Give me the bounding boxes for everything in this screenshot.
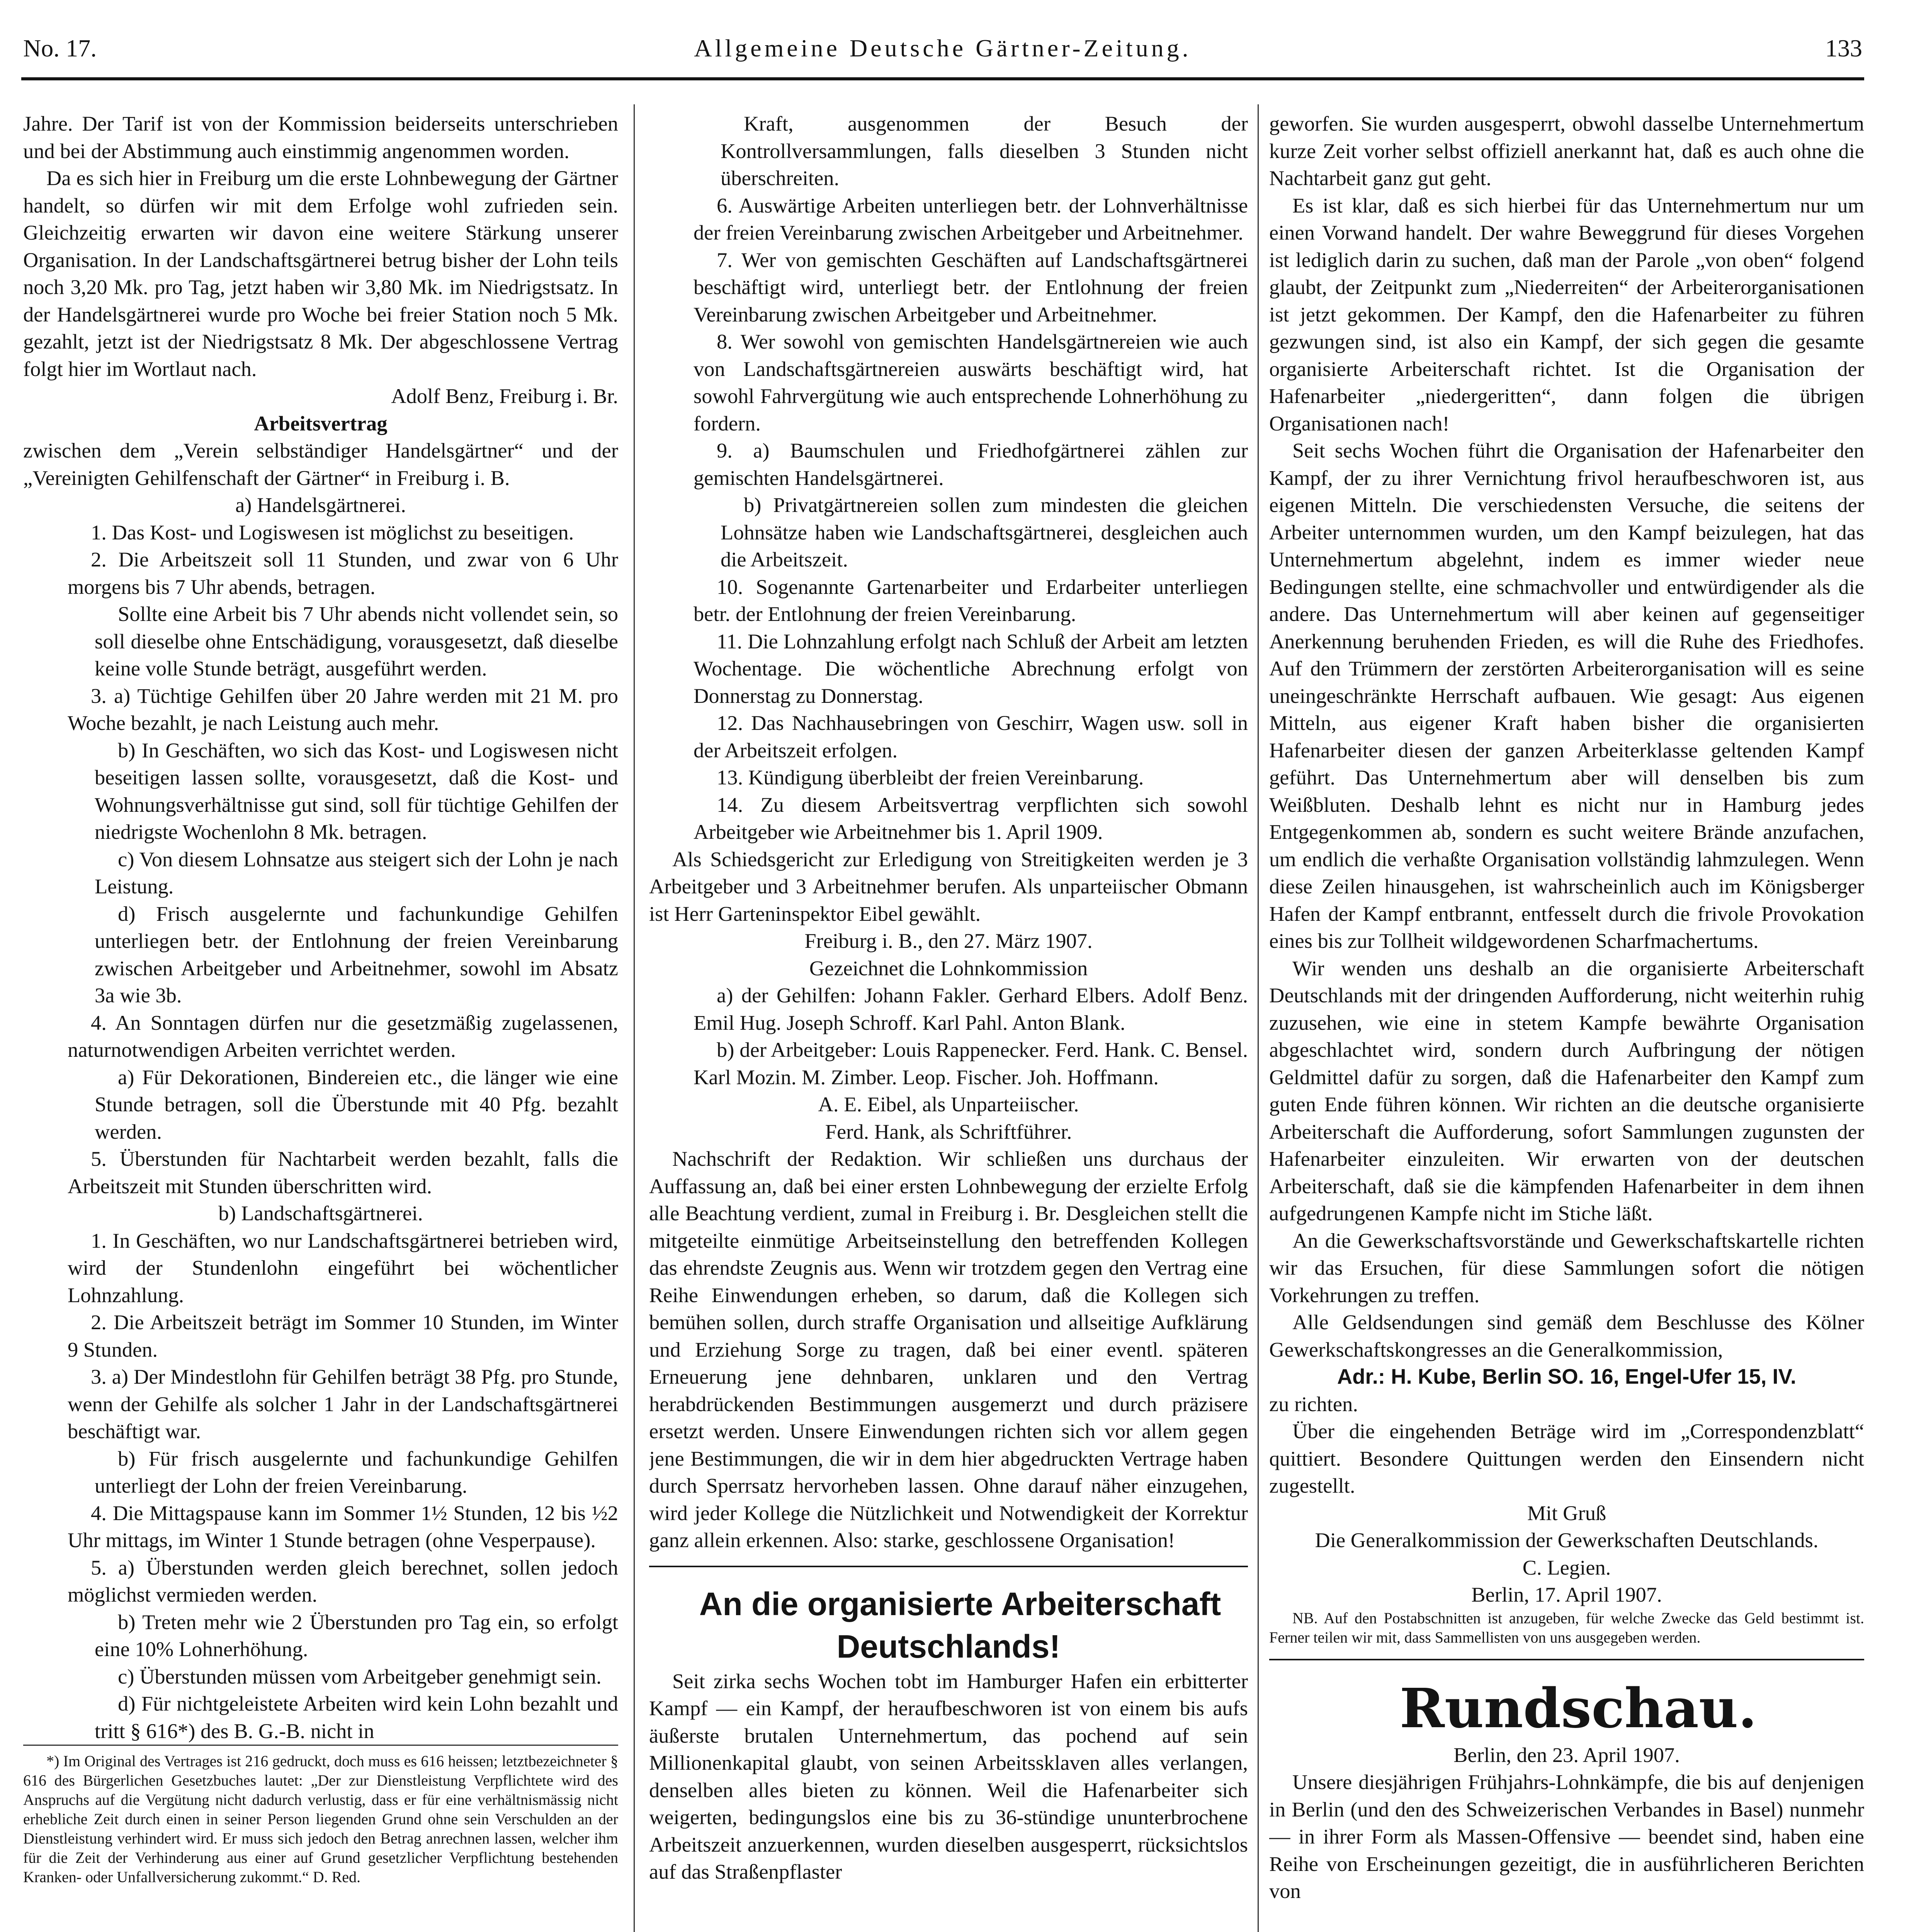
header-rule [21, 77, 1864, 80]
nota-bene: NB. Auf den Postabschnitten ist anzugeben, für welche Zwecke das Geld bestimmt ist. Ferner teilen wir mit, dass Sammellisten von uns ausgegeben werden. [1269, 1609, 1864, 1646]
contract-clause: 1. In Geschäften, wo nur Landschaftsgärtnerei betrieben wird, wird der Stundenlohn eingeführt bei wöchentlicher Lohnzahlung. [68, 1228, 618, 1307]
contract-clause: 4. An Sonntagen dürfen nur die gesetzmäßig zugelassenen, naturnotwendigen Arbeiten verrichtet werden. [68, 1010, 618, 1061]
contract-clause: 2. Die Arbeitszeit soll 11 Stunden, und zwar von 6 Uhr morgens bis 7 Uhr abends, betragen. [68, 548, 618, 599]
contract-clause: Kraft, ausgenommen der Besuch der Kontrollversammlungen, falls dieselben 3 Stunden nicht überschreiten. [721, 112, 1248, 190]
contract-clause: 3. a) Der Mindestlohn für Gehilfen beträgt 38 Pfg. pro Stunde, wenn der Gehilfe als solcher 1 Jahr in der Landschaftsgärtnerei beschäftigt war. [68, 1365, 618, 1443]
paragraph: geworfen. Sie wurden ausgesperrt, obwohl dasselbe Unternehmertum kurze Zeit vorher selbst offiziell anerkannt hat, daß es auch ohne die Nachtarbeit ganz gut geht. [1269, 112, 1864, 190]
contract-clause: b) Für frisch ausgelernte und fachunkundige Gehilfen unterliegt der Lohn der freien Vereinbarung. [95, 1446, 618, 1497]
newspaper-title: Allgemeine Deutsche Gärtner-Zeitung. [694, 34, 1192, 62]
paragraph: Seit sechs Wochen führt die Organisation der Hafenarbeiter den Kampf, der zu ihrer Vernichtung frivol heraufbeschworen ist, aus eigenen Mitteln. Die verschiedensten Versuche, die seitens der Arbeiter unternommen wurden, um den Kampf beizulegen, hat das Unternehmertum abgelehnt, indem es immer wieder neue Bedingungen stellte, eine schmachvoller und entwürdigender als die andere. Das Unternehmertum will aber keinen auf gegenseitiger Anerkennung beruhenden Frieden, es will die Ruhe des Friedhofes. Auf den Trümmern der zerstörten Arbeiterorganisation will es seine uneingeschränkte Herrschaft aufbauen. Wie gesagt: Aus eigenen Mitteln, aus eigener Kraft haben bisher die organisierten Hafenarbeiter diesen der ganzen Arbeiterklasse geltenden Kampf geführt. Das Unternehmertum aber will denselben bis zum Weißbluten. Deshalb lehnt es nicht nur in Hamburg jedes Entgegenkommen ab, sondern es sucht weitere Brände anzufachen, um endlich die verhaßte Organisation vollständig lahmzulegen. Wenn diese Zeilen hinausgehen, ist wahrscheinlich auch im Königsberger Hafen der Kampf entbrannt, entfesselt durch die frivole Provokation eines bis zur Tollheit wildgewordenen Scharfmachertums. [1269, 439, 1864, 952]
arbiter-signature: A. E. Eibel, als Unparteiischer. [818, 1092, 1079, 1116]
contract-clause: 1. Das Kost- und Logiswesen ist möglichst zu beseitigen. [91, 520, 574, 544]
contract-date: Freiburg i. B., den 27. März 1907. [804, 929, 1093, 952]
footnote: *) Im Original des Vertrages ist 216 gedruckt, doch muss es 616 heissen; letztbezeichneter § 616 des Bürgerlichen Gesetzbuches lautet: „Der zur Dienstleistung Verpflichtete wird des Anspruchs auf die Vergütung nicht dadurch verlustig, dass er für eine verhältnismässig nicht erhebliche Zeit durch einen in seiner Person liegenden Grund ohne sein Verschulden an der Dienstleistung verhindert wird. Er muss sich jedoch den Betrag anrechnen lassen, welcher ihm für die Zeit der Verhinderung aus einer auf Grund gesetzlicher Verpflichtung bestehenden Kranken- oder Unfallversicherung zukommt.“ D. Red. [23, 1745, 618, 1887]
contract-clause: b) Privatgärtnereien sollen zum mindesten die gleichen Lohnsätze haben wie Landschaftsgärtnerei, desgleichen auch die Arbeitszeit. [721, 493, 1248, 571]
contract-clause: 4. Die Mittagspause kann im Sommer 1½ Stunden, 12 bis ½2 Uhr mittags, im Winter 1 Stunde betragen (ohne Vesperpause). [68, 1501, 618, 1552]
article-separator [1269, 1659, 1864, 1660]
contract-clause: 8. Wer sowohl von gemischten Handelsgärtnereien wie auch von Landschaftsgärtnereien auswärts beschäftigt wird, hat sowohl Fahrvergütung wie auch entsprechende Lohnerhöhung zu fordern. [694, 330, 1248, 435]
paragraph: Seit zirka sechs Wochen tobt im Hamburger Hafen ein erbitterter Kampf — ein Kampf, der heraufbeschworen ist von einem bis aufs äußerste brutalen Unternehmertum, das pochend auf sein Millionenkapital glaubt, von seinen Arbeitssklaven alles verlangen, denselben alles bieten zu können. Weil die Hafenarbeiter sich weigerten, bedingungslos eine bis zu 36-stündige ununterbrochene Arbeitszeit anzuerkennen, wurden dieselben ausgesperrt, rücksichtslos auf das Straßenpflaster [649, 1669, 1248, 1883]
contract-clause: a) Für Dekorationen, Bindereien etc., die länger wie eine Stunde betragen, soll die Überstunde mit 40 Pfg. bezahlt werden. [95, 1065, 618, 1143]
editorial-postscript: Nachschrift der Redaktion. Wir schließen uns durchaus der Auffassung an, daß bei einer ersten Lohnbewegung der erzielte Erfolg alle Beachtung verdient, zumal in Freiburg i. Br. Desgleichen stellt die mitgeteilte einmütige Arbeitseinstellung den betreffenden Kollegen das ehrendste Zeugnis aus. Wenn wir trotzdem gegen den Vertrag eine Reihe Einwendungen erheben, so darum, daß die Kollegen sich bemühen sollen, durch straffe Organisation und allseitige Aufklärung und Erziehung Sorge zu tragen, daß bei einer eventl. späteren Erneuerung jene dehnbaren, unklaren und den Vertrag herabdrückenden Bestimmungen ausgemerzt und durch präzisere ersetzt werden. Unsere Einwendungen richten sich vor allem gegen jene Bestimmungen, die wir in dem hier abgedruckten Vertrage haben durch Sperrsatz hervorheben lassen. Ohne darauf näher einzugehen, wird jeder Kollege die Nützlichkeit und Notwendigkeit der Korrektur ganz allein erkennen. Also: starke, geschlossene Organisation! [649, 1147, 1248, 1552]
paragraph: Unsere diesjährigen Frühjahrs-Lohnkämpfe, die bis auf denjenigen in Berlin (und den des Schweizerischen Verbandes in Basel) nunmehr — in ihrer Form als Massen-Offensive — beendet sind, haben eine Reihe von Erscheinungen gezeitigt, die in ausführlicheren Berichten von [1269, 1770, 1864, 1903]
paragraph: Da es sich hier in Freiburg um die erste Lohnbewegung der Gärtner handelt, so dürfen wir mit dem Erfolge wohl zufrieden sein. Gleichzeitig erwarten wir davon eine weitere Stärkung unserer Organisation. In der Landschaftsgärtnerei betrug bisher der Lohn teils noch 3,20 Mk. pro Tag, jetzt haben wir 3,80 Mk. im Niedrigstsatz. In der Handelsgärtnerei wurde pro Woche bei freier Station noch 5 Mk. gezahlt, jetzt ist der Niedrigstsatz 8 Mk. Der abgeschlossene Vertrag folgt hier im Wortlaut nach. [23, 166, 618, 381]
paragraph: An die Gewerkschaftsvorstände und Gewerkschaftskartelle richten wir das Ersuchen, für diese Sammlungen sofort die nötigen Vorkehrungen zu treffen. [1269, 1228, 1864, 1307]
secretary-signature: Ferd. Hank, als Schriftführer. [825, 1119, 1072, 1143]
contract-clause: c) Überstunden müssen vom Arbeitgeber genehmigt sein. [118, 1664, 602, 1688]
contract-clause: d) Frisch ausgelernte und fachunkundige Gehilfen unterliegen betr. der Entlohnung der freien Vereinbarung zwischen Arbeitgeber und Arbeitnehmer, sowohl im Absatz 3a wie 3b. [95, 901, 618, 1007]
issue-number: No. 17. [23, 34, 97, 62]
postal-address: Adr.: H. Kube, Berlin SO. 16, Engel-Ufer 15, IV. [1337, 1365, 1797, 1388]
contract-title: Arbeitsvertrag [254, 411, 388, 435]
contract-clause: 10. Sogenannte Gartenarbeiter und Erdarbeiter unterliegen betr. der Entlohnung der freien Vereinbarung. [694, 575, 1248, 626]
signatories-employers: b) der Arbeitgeber: Louis Rappenecker. Ferd. Hank. C. Bensel. Karl Mozin. M. Zimber. Leop. Fischer. Joh. Hoffmann. [694, 1038, 1248, 1089]
contract-clause: c) Von diesem Lohnsatze aus steigert sich der Lohn je nach Leistung. [95, 847, 618, 898]
sender-organization: Die Generalkommission der Gewerkschaften Deutschlands. [1315, 1528, 1819, 1552]
page-number: 133 [1825, 34, 1862, 62]
article-separator [649, 1566, 1248, 1567]
contract-clause: 14. Zu diesem Arbeitsvertrag verpflichten sich sowohl Arbeitgeber wie Arbeitnehmer bis 1. April 1909. [694, 793, 1248, 844]
page-header [23, 27, 1862, 70]
column-2 [649, 110, 1248, 1932]
contract-clause: b) In Geschäften, wo sich das Kost- und Logiswesen nicht beseitigen lassen sollte, vorausgesetzt, daß die Kost- und Wohnungsverhältnisse gut sind, soll für tüchtige Gehilfen der niedrigste Wochenlohn 8 Mk. betragen. [95, 738, 618, 844]
contract-clause: d) Für nichtgeleistete Arbeiten wird kein Lohn bezahlt und tritt § 616*) des B. G.-B. nicht in [95, 1692, 618, 1743]
contract-clause: 12. Das Nachhausebringen von Geschirr, Wagen usw. soll in der Arbeitszeit erfolgen. [694, 711, 1248, 762]
paragraph: Jahre. Der Tarif ist von der Kommission beiderseits unterschrieben und bei der Abstimmung auch einstimmig angenommen worden. [23, 112, 618, 163]
article-heading: An die organisierte Arbeiterschaft Deutschlands! [699, 1585, 1221, 1665]
contract-clause: 13. Kündigung überbleibt der freien Vereinbarung. [717, 765, 1144, 789]
author-signature: Adolf Benz, Freiburg i. Br. [391, 384, 618, 408]
paragraph: Über die eingehenden Beträge wird im „Correspondenzblatt“ quittiert. Besondere Quittungen werden den Einsendern nicht zugestellt. [1269, 1419, 1864, 1497]
dateline: Berlin, den 23. April 1907. [1453, 1743, 1680, 1767]
signatories-employees: a) der Gehilfen: Johann Fakler. Gerhard Elbers. Adolf Benz. Emil Hug. Joseph Schroff. Karl Pahl. Anton Blank. [694, 983, 1248, 1034]
contract-clause: 5. Überstunden für Nachtarbeit werden bezahlt, falls die Arbeitszeit mit Stunden überschritten wird. [68, 1147, 618, 1198]
contract-clause: b) Treten mehr wie 2 Überstunden pro Tag ein, so erfolgt eine 10% Lohnerhöhung. [95, 1610, 618, 1661]
contract-intro: zwischen dem „Verein selbständiger Handelsgärtner“ und der „Vereinigten Gehilfenschaft der Gärtner“ in Freiburg i. B. [23, 439, 618, 490]
paragraph: Wir wenden uns deshalb an die organisierte Arbeiterschaft Deutschlands mit der dringenden Aufforderung, nicht weiterhin ruhig zuzusehen, wie eine in stetem Kampfe bewährte Organisation abgeschlachtet wird, sondern durch Aufbringung der nötigen Geldmittel dafür zu sorgen, daß die Hafenarbeiter den Kampf zum guten Ende führen können. Wir richten an die deutsche organisierte Arbeiterschaft die Aufforderung, sofort Sammlungen zugunsten der Hafenarbeiter einzuleiten. Wir erwarten von der deutschen Arbeiterschaft, daß sie die kämpfenden Hafenarbeiter in dem ihnen aufgedrungenen Kampfe nicht im Stiche läßt. [1269, 956, 1864, 1225]
section-title: Rundschau. [1399, 1677, 1757, 1740]
greeting: Mit Gruß [1527, 1501, 1606, 1525]
contract-clause: 3. a) Tüchtige Gehilfen über 20 Jahre werden mit 21 M. pro Woche bezahlt, je nach Leistung auch mehr. [68, 684, 618, 735]
contract-clause: 6. Auswärtige Arbeiten unterliegen betr. der Lohnverhältnisse der freien Vereinbarung zwischen Arbeitgeber und Arbeitnehmer. [694, 193, 1248, 244]
contract-clause: 2. Die Arbeitszeit beträgt im Sommer 10 Stunden, im Winter 9 Stunden. [68, 1310, 618, 1361]
contract-clause: Sollte eine Arbeit bis 7 Uhr abends nicht vollendet sein, so soll dieselbe ohne Entschädigung, vorausgesetzt, daß dieselbe keine volle Stunde beträgt, ausgeführt werden. [95, 602, 618, 680]
paragraph: Es ist klar, daß es sich hierbei für das Unternehmertum nur um einen Vorwand handelt. Der wahre Beweggrund für dieses Vorgehen ist lediglich darin zu suchen, daß man der Parole „von oben“ folgend glaubt, der Zeitpunkt zum „Niederreiten“ der Arbeiterorganisationen ist jetzt gekommen. Der Kampf, den die Hafenarbeiter zu führen gezwungen sind, ist also ein Kampf, der sich gegen die gesamte organisierte Arbeiterschaft richtet. Ist die Organisation der Hafenarbeiter „niedergeritten“, dann folgen die übrigen Organisationen nach! [1269, 193, 1864, 435]
column-divider-1 [634, 104, 635, 1932]
section-heading: a) Handelsgärtnerei. [235, 493, 406, 517]
paragraph: zu richten. [1269, 1392, 1358, 1416]
contract-clause: 11. Die Lohnzahlung erfolgt nach Schluß der Arbeit am letzten Wochentage. Die wöchentliche Abrechnung erfolgt von Donnerstag zu Donnerstag. [694, 629, 1248, 707]
contract-clause: 7. Wer von gemischten Geschäften auf Landschaftsgärtnerei beschäftigt wird, unterliegt betr. der Entlohnung der freien Vereinbarung zwischen Arbeitgeber und Arbeitnehmer. [694, 248, 1248, 326]
appeal-date: Berlin, 17. April 1907. [1471, 1583, 1662, 1606]
column-divider-2 [1258, 104, 1259, 1932]
contract-clause: 9. a) Baumschulen und Friedhofgärtnerei zählen zur gemischten Handelsgärtnerei. [694, 439, 1248, 490]
paragraph: Als Schiedsgericht zur Erledigung von Streitigkeiten werden je 3 Arbeitgeber und 3 Arbeitnehmer berufen. Als unparteiischer Obmann ist Herr Garteninspektor Eibel gewählt. [649, 847, 1248, 925]
column-1 [23, 110, 618, 1932]
signatories-heading: Gezeichnet die Lohnkommission [809, 956, 1088, 980]
section-heading: b) Landschaftsgärtnerei. [218, 1201, 423, 1225]
paragraph: Alle Geldsendungen sind gemäß dem Beschlusse des Kölner Gewerkschaftskongresses an die Generalkommission, [1269, 1310, 1864, 1361]
contract-clause: 5. a) Überstunden werden gleich berechnet, sollen jedoch möglichst vermieden werden. [68, 1555, 618, 1606]
sender-name: C. Legien. [1522, 1555, 1611, 1579]
column-3 [1269, 110, 1864, 1932]
